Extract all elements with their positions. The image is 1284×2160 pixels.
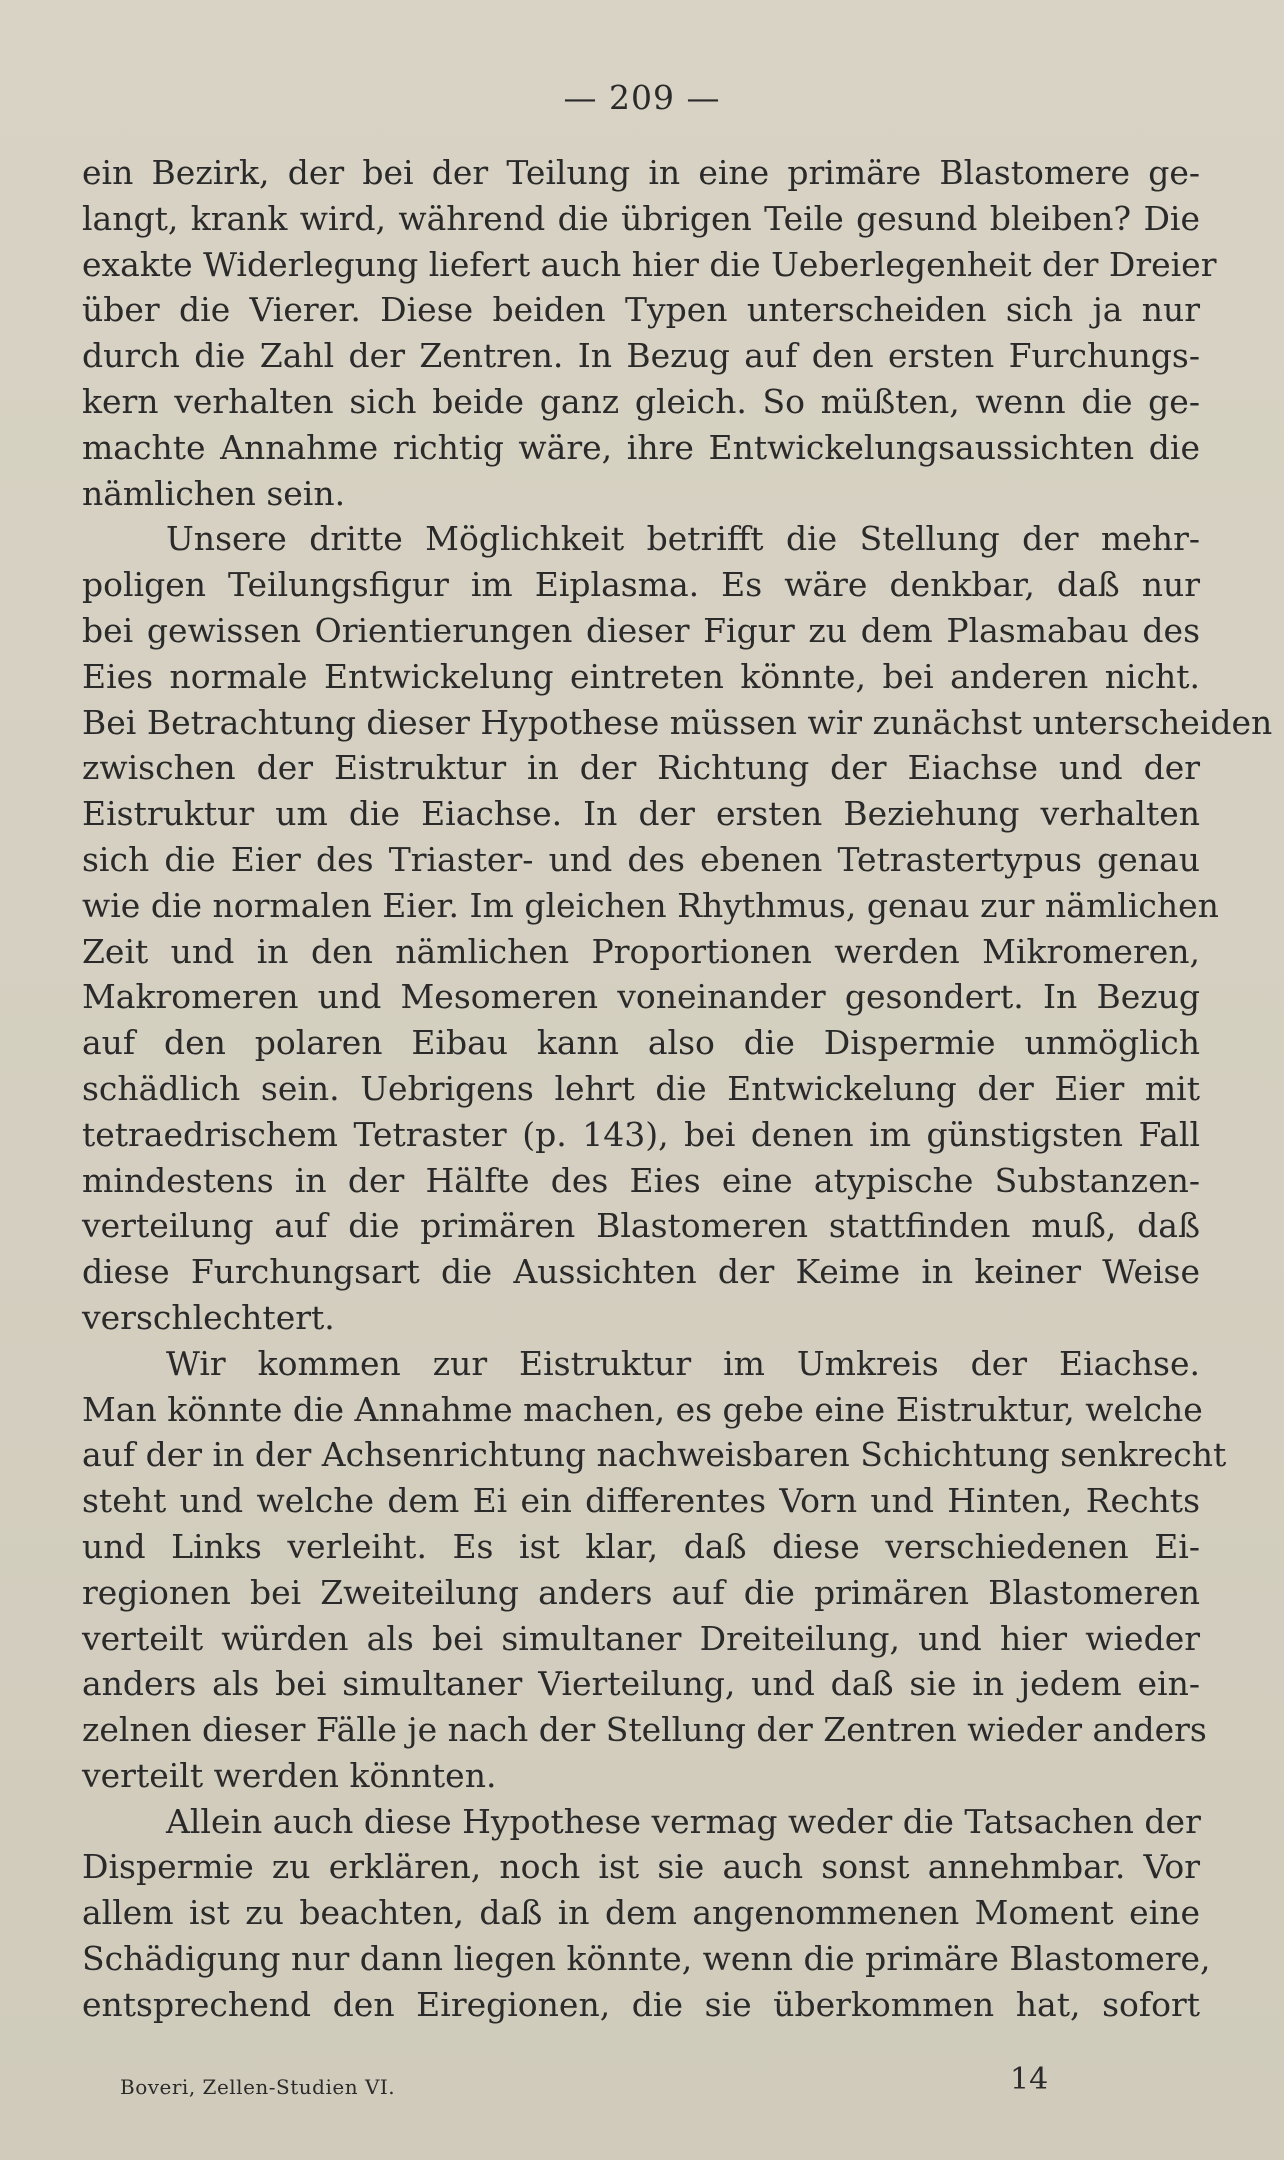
text-line: durch die Zahl der Zentren. In Bezug auf den ersten Furchungs- [82,336,1200,376]
text-line: schädlich sein. Uebrigens lehrt die Entwickelung der Eier mit [82,1068,1200,1108]
text-line: über die Vierer. Diese beiden Typen unterscheiden sich ja nur [82,290,1200,330]
text-line: Schädigung nur dann liegen könnte, wenn die primäre Blastomere, [82,1939,1211,1979]
text-line: entsprechend den Eiregionen, die sie überkommen hat, sofort [82,1984,1200,2024]
text-line: steht und welche dem Ei ein differentes Vorn und Hinten, Rechts [82,1481,1200,1521]
text-line: Zeit und in den nämlichen Proportionen werden Mikromeren, [82,931,1200,971]
text-line: exakte Widerlegung liefert auch hier die Ueberlegenheit der Dreier [82,244,1217,284]
text-line: regionen bei Zweiteilung anders auf die primären Blastomeren [82,1572,1200,1612]
signature-mark: Boveri, Zellen-Studien VI. [120,2075,396,2099]
text-line: Unsere dritte Möglichkeit betrifft die Stellung der mehr- [166,519,1200,559]
text-line: Eistruktur um die Eiachse. In der ersten Beziehung verhalten [82,794,1200,834]
text-line: wie die normalen Eier. Im gleichen Rhythmus, genau zur nämlichen [82,885,1219,925]
text-line: Bei Betrachtung dieser Hypothese müssen wir zunächst unterscheiden [82,702,1273,742]
text-line: auf der in der Achsenrichtung nachweisbaren Schichtung senkrecht [82,1435,1227,1475]
text-line: verteilung auf die primären Blastomeren stattfinden muß, daß [82,1206,1200,1246]
text-line: Eies normale Entwickelung eintreten könnte, bei anderen nicht. [82,656,1200,696]
text-line: Wir kommen zur Eistruktur im Umkreis der Eiachse. [166,1343,1200,1383]
text-line: kern verhalten sich beide ganz gleich. So müßten, wenn die ge- [82,381,1200,421]
text-line: allem ist zu beachten, daß in dem angenommenen Moment eine [82,1893,1200,1933]
text-line: verteilt würden als bei simultaner Dreiteilung, und hier wieder [82,1618,1200,1658]
text-line: zwischen der Eistruktur in der Richtung der Eiachse und der [82,748,1200,788]
text-line: verschlechtert. [82,1297,335,1337]
text-line: Allein auch diese Hypothese vermag weder die Tatsachen der [166,1801,1201,1841]
text-line: machte Annahme richtig wäre, ihre Entwickelungsaussichten die [82,427,1200,467]
page-number: — 209 — [563,78,721,117]
text-line: zelnen dieser Fälle je nach der Stellung der Zentren wieder anders [82,1710,1207,1750]
text-line: ein Bezirk, der bei der Teilung in eine primäre Blastomere ge- [82,153,1200,192]
text-line: bei gewissen Orientierungen dieser Figur zu dem Plasmabau des [82,610,1200,650]
text-line: tetraedrischem Tetraster (p. 143), bei denen im günstigsten Fall [82,1114,1200,1154]
text-line: anders als bei simultaner Vierteilung, und daß sie in jedem ein- [82,1664,1200,1704]
text-line: Dispermie zu erklären, noch ist sie auch sonst annehmbar. Vor [82,1847,1200,1887]
text-line: langt, krank wird, während die übrigen Teile gesund bleiben? Die [82,198,1200,238]
sheet-number: 14 [1010,2062,1049,2097]
text-line: poligen Teilungsfigur im Eiplasma. Es wäre denkbar, daß nur [82,565,1200,605]
text-line: Man könnte die Annahme machen, es gebe eine Eistruktur, welche [82,1389,1203,1429]
body-text [82,150,1273,2028]
text-line: sich die Eier des Triaster- und des ebenen Tetrastertypus genau [82,839,1200,879]
text-line: auf den polaren Eibau kann also die Dispermie unmöglich [82,1023,1200,1063]
text-line: und Links verleiht. Es ist klar, daß diese verschiedenen Ei- [82,1526,1200,1566]
text-line: nämlichen sein. [82,473,346,513]
text-line: Makromeren und Mesomeren voneinander gesondert. In Bezug [82,977,1200,1017]
text-line: verteilt werden könnten. [82,1755,497,1795]
text-line: mindestens in der Hälfte des Eies eine atypische Substanzen- [82,1160,1200,1200]
text-line: diese Furchungsart die Aussichten der Keime in keiner Weise [82,1252,1200,1292]
